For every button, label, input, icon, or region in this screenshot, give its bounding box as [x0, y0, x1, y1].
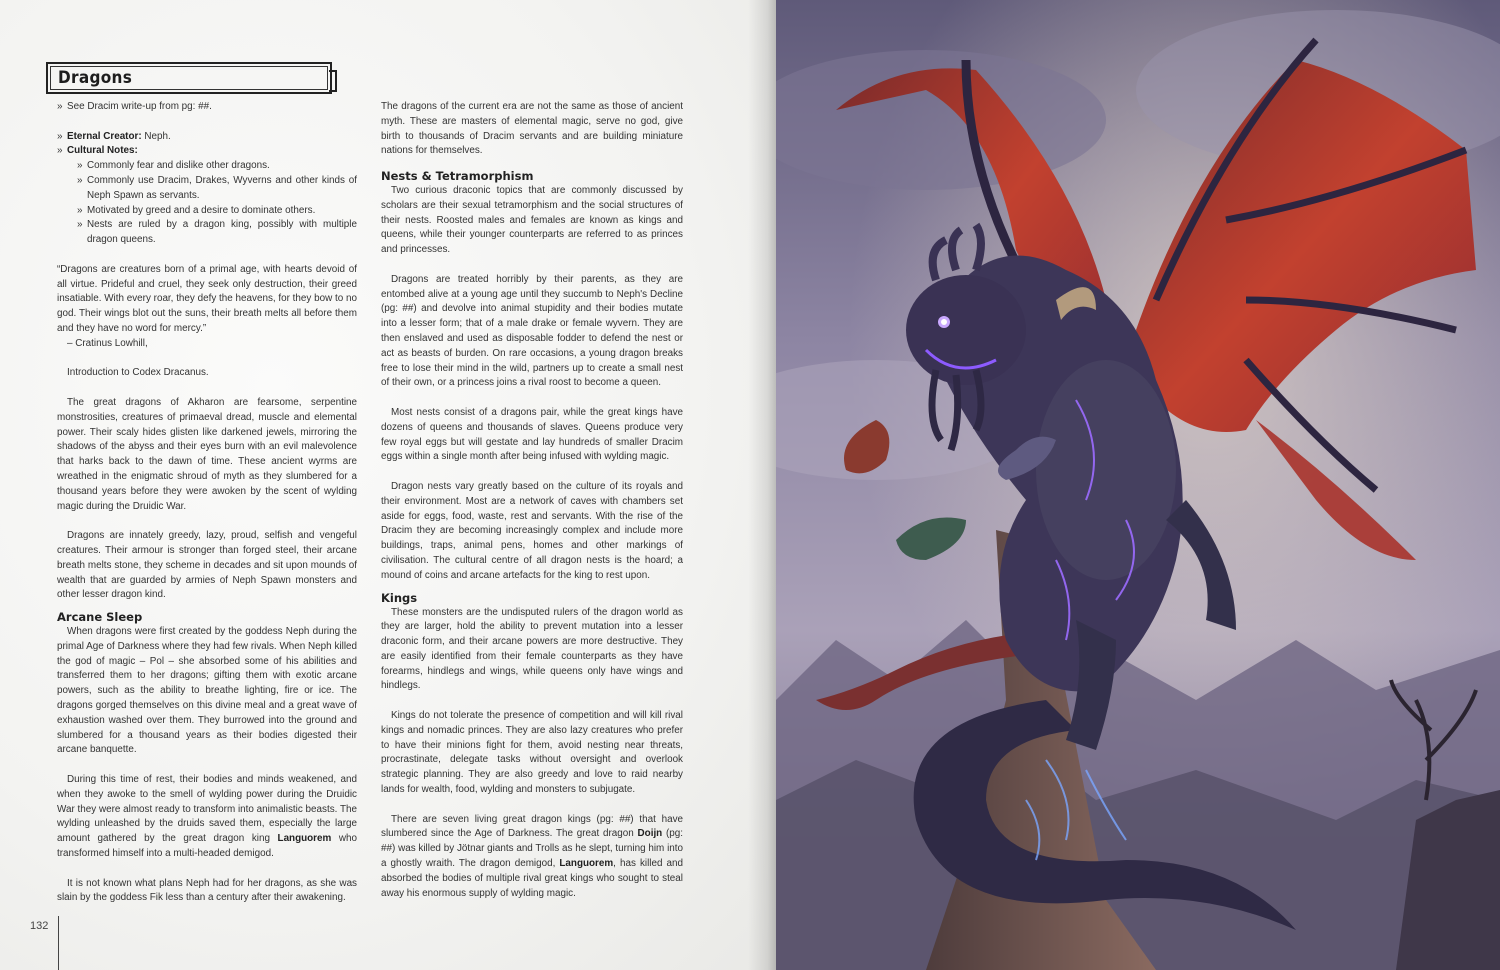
- section-heading-arcane-sleep: Arcane Sleep: [57, 610, 143, 625]
- list-item: [57, 218, 357, 248]
- paragraph: The great dragons of Akharon are fearsome, serpentine monstrosities, creatures of primaeval dread, muscle and elemental power. Their scaly hides glisten like darkened jewels, mirroring the shadows of the abyss and their eyes burn with an evil malevolence that harks back to the dawn of time. These ancient wyrms are wreathed in the enigmatic shroud of myth as they slumbered for a thousand years before they were awoken by the scent of wylding magic during the Druidic War.: [57, 396, 357, 512]
- dragon-artwork: [776, 0, 1500, 970]
- name-languorem: Languorem: [559, 858, 614, 870]
- text-column-left: [57, 100, 357, 921]
- quote-author: – Cratinus Lowhill,: [67, 337, 148, 349]
- note-text: Nests are ruled by a dragon king, possibly with multiple dragon queens.: [87, 219, 357, 246]
- creator-label: Eternal Creator:: [67, 130, 142, 142]
- notes-label: Cultural Notes:: [67, 145, 138, 157]
- paragraph: When dragons were first created by the goddess Neph during the primal Age of Darkness where they had few rivals. When Neph killed the god of magic – Pol – she absorbed some of his abilities and transferred them to her dragons; gifting them with exotic arcane powers, such as the ability to breathe lighting, fire or ice. The dragons gorged themselves on this divine meal and a great wave of exhaustion washed over them. They burrowed into the ground and slumbered for a thousand years as their bodies digested their arcane banquette.: [57, 626, 357, 756]
- paragraph: It is not known what plans Neph had for her dragons, as she was slain by the goddess Fik less than a century after their awakening.: [57, 877, 357, 904]
- dragon-illustration: [776, 0, 1500, 970]
- see-reference: See Dracim write-up from pg: ##.: [67, 101, 212, 112]
- paragraph: Most nests consist of a dragons pair, while the great kings have dozens of queens and thousands of slaves. Queens produce very few royal eggs but will gestate and lay hundreds of smaller Dracim eggs within a single month after being infused with wylding magic.: [381, 406, 683, 463]
- paragraph: Dragons are innately greedy, lazy, proud, selfish and vengeful creatures. Their armour is stronger than forged steel, their arcane breath melts stone, they scheme in decades and sit upon mounds of wealth that are guarded by armies of Neph Spawn monsters and other lesser dragon kind.: [57, 530, 357, 601]
- paragraph: There are seven living great dragon kings (pg: ##) that have slumbered since the Age of Darkness. The great dragon Doijn (pg: ##) was killed by Jötnar giants and Trolls as he slept, turning him into a ghostly wraith. The dragon demigod, Languorem, has killed and absorbed the bodies of multiple rival great kings who sought to steal away his enormous supply of wylding magic.: [381, 813, 683, 899]
- paragraph: Dragons are treated horribly by their parents, as they are entombed alive at a young age until they succumb to Neph's Decline (pg: ##) and devolve into animal stupidity and their bodies mutate into a lesser form; that of a male drake or female wyvern. They are then enslaved and used as disposable fodder to defend the nest or act as beasts of burden. On rare occasions, a young dragon breaks free to lose their mind in the wild, partners up to create a small nest of their own, or a princess joins a rival roost to become a queen.: [381, 273, 683, 389]
- list-item: [57, 130, 357, 145]
- name-languorem: Languorem: [277, 833, 332, 845]
- title-frame: [46, 62, 332, 94]
- list-item: [57, 159, 357, 174]
- note-text: Commonly fear and dislike other dragons.: [87, 160, 270, 172]
- paragraph: During this time of rest, their bodies and minds weakened, and when they awoke to the smell of wylding power during the Druidic War they were almost ready to transform into animalistic beasts. The wylding unleashed by the druids saved them, especially the large amount gathered by the great dragon king Languorem who transformed himself into a multi-headed demigod.: [57, 774, 358, 860]
- list-item: [57, 100, 357, 115]
- paragraph: Kings do not tolerate the presence of competition and will kill rival kings and nomadic princes. They are also lazy creatures who prefer to have their minions fight for them, avoid nesting near threats, procrastinate, delegate tasks without oversight and overlook strategic planning. They are also greedy and love to raid nearby lands for wealth, food, wylding and monsters to subjugate.: [381, 710, 683, 796]
- book-gutter-shadow: [748, 0, 776, 970]
- text-column-right: [381, 100, 683, 916]
- list-item: [57, 174, 357, 204]
- note-text: Motivated by greed and a desire to dominate others.: [87, 204, 316, 216]
- quote-source: Introduction to Codex Dracanus.: [67, 367, 209, 379]
- creator-value: Neph.: [141, 130, 171, 142]
- paragraph: These monsters are the undisputed rulers of the dragon world as they are larger, hold the ability to prevent mutation into a lesser draconic form, and their arcane powers are more destructive. They are easily identified from their female counterparts as they have forearms, hindlegs and wings, while queens only have wings and hindlegs.: [381, 606, 683, 692]
- paragraph: The dragons of the current era are not the same as those of ancient myth. These are masters of elemental magic, serve no god, give birth to thousands of Dracim servants and are building miniature nations for themselves.: [381, 101, 683, 157]
- name-doijn: Doijn: [637, 828, 663, 840]
- list-item: [57, 204, 357, 219]
- paragraph: Dragon nests vary greatly based on the culture of its royals and their environment. Most are a network of caves with chambers set aside for eggs, food, waste, rest and servants. With the rise of the Dracim they are becoming increasingly complex and include more buildings, traps, animal pens, homes and other markings of civilisation. The cultural centre of all dragon nests is the hoard; a mound of coins and arcane artefacts for the king to rest upon.: [381, 480, 683, 581]
- paragraph: Two curious draconic topics that are commonly discussed by scholars are their sexual tetramorphism and the social structures of their nests. Roosted males and females are known as kings and queens, while their younger counterparts are referred to as princes and princesses.: [381, 184, 683, 256]
- page-number: 132: [30, 920, 49, 932]
- page-title: Dragons: [58, 68, 133, 88]
- page-number-rule: [58, 916, 59, 970]
- note-text: Commonly use Dracim, Drakes, Wyverns and other kinds of Neph Spawn as servants.: [87, 174, 357, 201]
- list-item: [57, 144, 357, 159]
- section-heading-nests: Nests & Tetramorphism: [381, 168, 534, 183]
- section-heading-kings: Kings: [381, 590, 418, 605]
- quote: “Dragons are creatures born of a primal age, with hearts devoid of all virtue. Prideful and cruel, they seek only destruction, their greed insatiable. With every roar, they defy the heavens, for they bow to no god. Their wings blot out the suns, their breath melts all before them and they have no word for mercy.”: [57, 263, 357, 334]
